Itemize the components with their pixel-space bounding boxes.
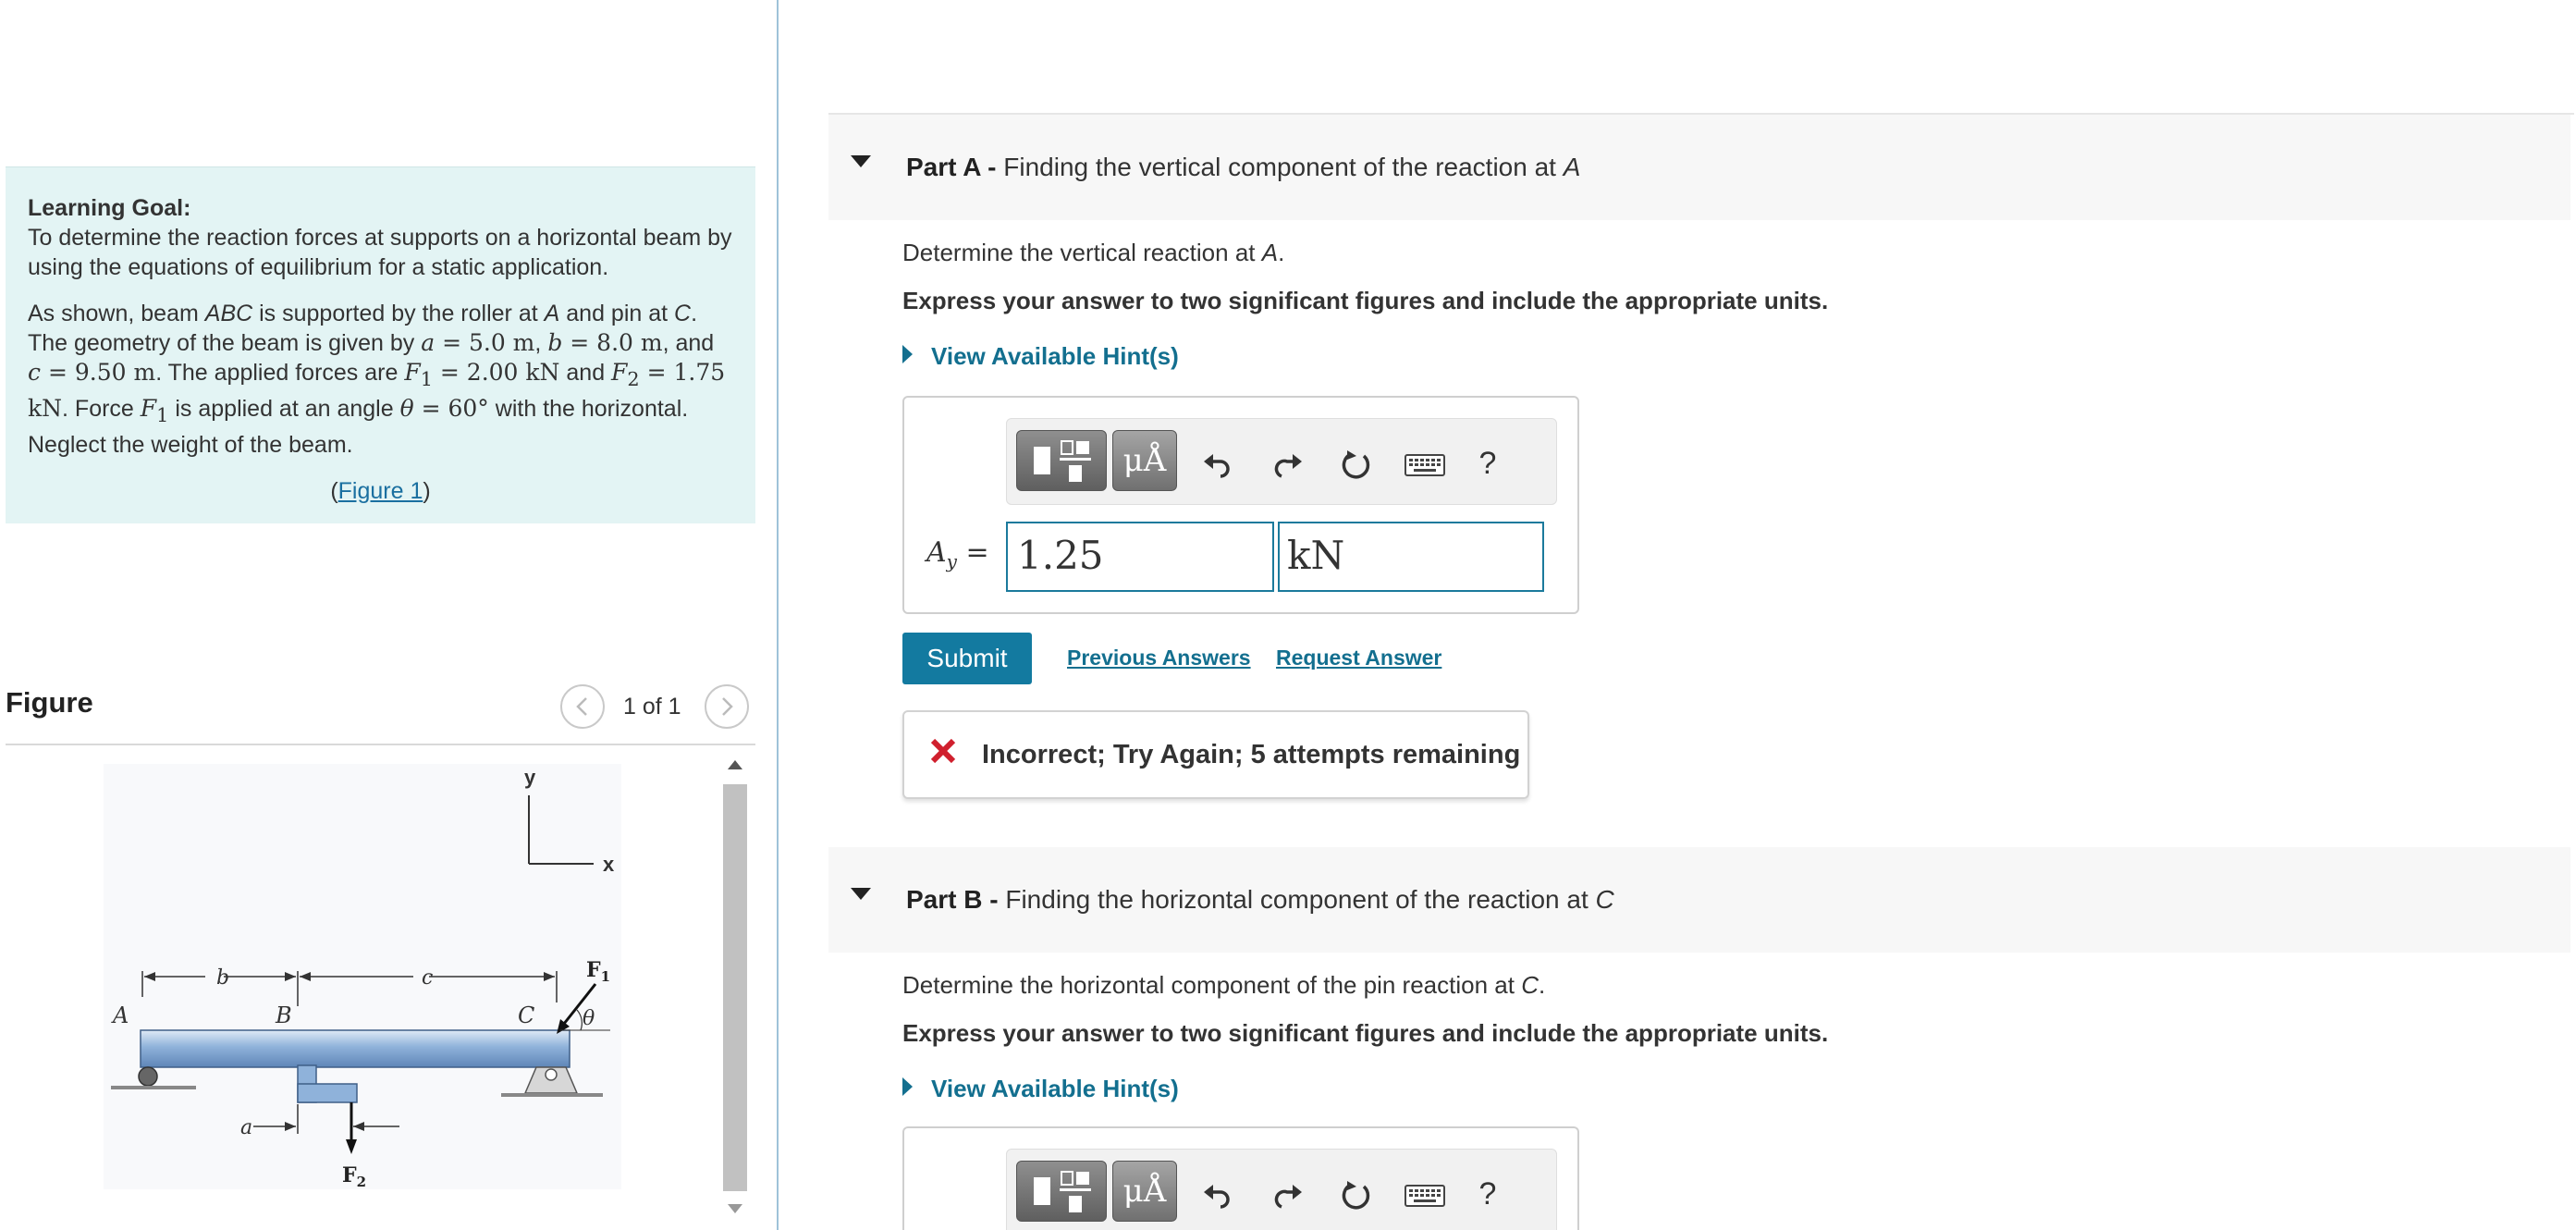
redo-icon (1272, 1180, 1304, 1212)
undo-button[interactable] (1199, 447, 1236, 484)
part-b-header[interactable] (828, 847, 2570, 953)
undo-icon (1202, 1180, 1233, 1212)
undo-button[interactable] (1199, 1177, 1236, 1214)
feedback-message (902, 710, 1529, 799)
part-b-answer-box (902, 1126, 1579, 1230)
part-a-header[interactable] (828, 115, 2570, 220)
reset-button[interactable] (1338, 447, 1375, 484)
units-icon: μÅ (1122, 442, 1167, 479)
point-label-a: A (113, 1002, 129, 1028)
part-a-question: Determine the vertical reaction at A. (902, 239, 1285, 266)
math-toolbar (1006, 1149, 1557, 1230)
templates-icon (1026, 436, 1097, 486)
learning-goal-heading: Learning Goal: (28, 195, 191, 221)
collapse-caret-icon[interactable] (851, 888, 871, 900)
help-button[interactable] (1469, 445, 1506, 482)
help-icon: ? (1478, 1175, 1497, 1212)
help-button[interactable] (1469, 1175, 1506, 1212)
part-b-title: Part B - Finding the horizontal component of the reaction at C (906, 885, 1614, 914)
answer-unit-input[interactable]: kN (1278, 522, 1544, 592)
chevron-right-icon (718, 695, 736, 718)
axis-label-y: y (524, 766, 536, 789)
redo-button[interactable] (1270, 447, 1306, 484)
help-icon: ? (1478, 445, 1497, 481)
submit-button[interactable]: Submit (902, 633, 1032, 684)
parts-panel (780, 0, 2576, 1230)
dim-label-b: b (216, 966, 230, 990)
part-a-title: Part A - Finding the vertical component of the reaction at A (906, 153, 1581, 181)
templates-icon (1026, 1166, 1097, 1216)
incorrect-x-icon (928, 736, 958, 766)
figure-scrollbar[interactable] (721, 747, 749, 1224)
part-b-hint-toggle[interactable]: View Available Hint(s) (902, 1075, 1179, 1103)
figure-title: Figure (6, 686, 93, 719)
redo-icon (1272, 449, 1304, 481)
dim-label-c: c (422, 966, 434, 990)
answer-label: $A_y$ = (926, 536, 989, 572)
previous-answers-link[interactable]: Previous Answers (1067, 646, 1251, 670)
point-label-b: B (276, 1002, 292, 1028)
caret-right-icon (902, 1077, 913, 1096)
caret-right-icon (902, 345, 913, 363)
scroll-up-icon[interactable] (727, 758, 743, 771)
undo-icon (1202, 449, 1233, 481)
keyboard-button[interactable] (1403, 1177, 1447, 1214)
figure-pager: 1 of 1 (623, 694, 681, 720)
keyboard-button[interactable] (1403, 447, 1447, 484)
redo-button[interactable] (1270, 1177, 1306, 1214)
problem-statement: As shown, beam ABC is supported by the roller at A and pin at C. The geometry of the beam is given by a = 5.0 m, b = 8.0 m, and c = 9.50 m. The applied forces are $F_1 = 2.00$ kN and $F_2 = 1.75$ kN. Force $F_1$ is applied at an angle θ = 60° with the horizontal. Neglect the weight of the beam. (28, 301, 726, 458)
scrollbar-thumb[interactable] (723, 784, 747, 1191)
reset-button[interactable] (1338, 1177, 1375, 1214)
feedback-text: Incorrect; Try Again; 5 attempts remaining (982, 740, 1521, 769)
collapse-caret-icon[interactable] (851, 155, 871, 167)
learning-goal-text: To determine the reaction forces at supports on a horizontal beam by using the equations of equilibrium for a static application. (28, 225, 732, 280)
keyboard-icon (1405, 1183, 1445, 1209)
units-icon: μÅ (1122, 1173, 1167, 1210)
math-toolbar (1006, 418, 1557, 505)
figure-prev-button[interactable] (560, 684, 605, 729)
beam-figure (104, 764, 621, 1189)
part-a-hint-toggle[interactable]: View Available Hint(s) (902, 342, 1179, 371)
templates-button[interactable] (1016, 430, 1107, 491)
figure-next-button[interactable] (705, 684, 749, 729)
scroll-down-icon[interactable] (727, 1202, 743, 1215)
part-b-question: Determine the horizontal component of the pin reaction at C. (902, 971, 1546, 999)
problem-panel (0, 0, 777, 1230)
figure-link[interactable]: Figure 1 (337, 478, 423, 504)
force-label-f2: $F_2$ (342, 1163, 367, 1189)
dim-label-a: a (240, 1116, 253, 1139)
reset-icon (1340, 449, 1373, 482)
beam (141, 1030, 570, 1067)
chevron-left-icon (573, 695, 592, 718)
units-button[interactable] (1112, 1161, 1177, 1222)
part-a-instruction: Express your answer to two significant figures and include the appropriate units. (902, 287, 1829, 314)
request-answer-link[interactable]: Request Answer (1276, 646, 1442, 670)
learning-goal-box (6, 166, 755, 523)
reset-icon (1340, 1179, 1373, 1212)
axis-label-x: x (603, 853, 615, 876)
angle-label-theta: θ (583, 1007, 595, 1030)
force-label-f1: $F_1$ (586, 958, 611, 985)
part-a-answer-box (902, 396, 1579, 614)
pane-divider[interactable] (777, 0, 779, 1230)
answer-value-input[interactable]: 1.25 (1006, 522, 1274, 592)
figure-link-line: (Figure 1) (330, 478, 431, 504)
part-b-instruction: Express your answer to two significant figures and include the appropriate units. (902, 1019, 1829, 1047)
figure-header (6, 684, 755, 745)
point-label-c: C (518, 1002, 535, 1028)
keyboard-icon (1405, 452, 1445, 478)
units-button[interactable] (1112, 430, 1177, 491)
templates-button[interactable] (1016, 1161, 1107, 1222)
